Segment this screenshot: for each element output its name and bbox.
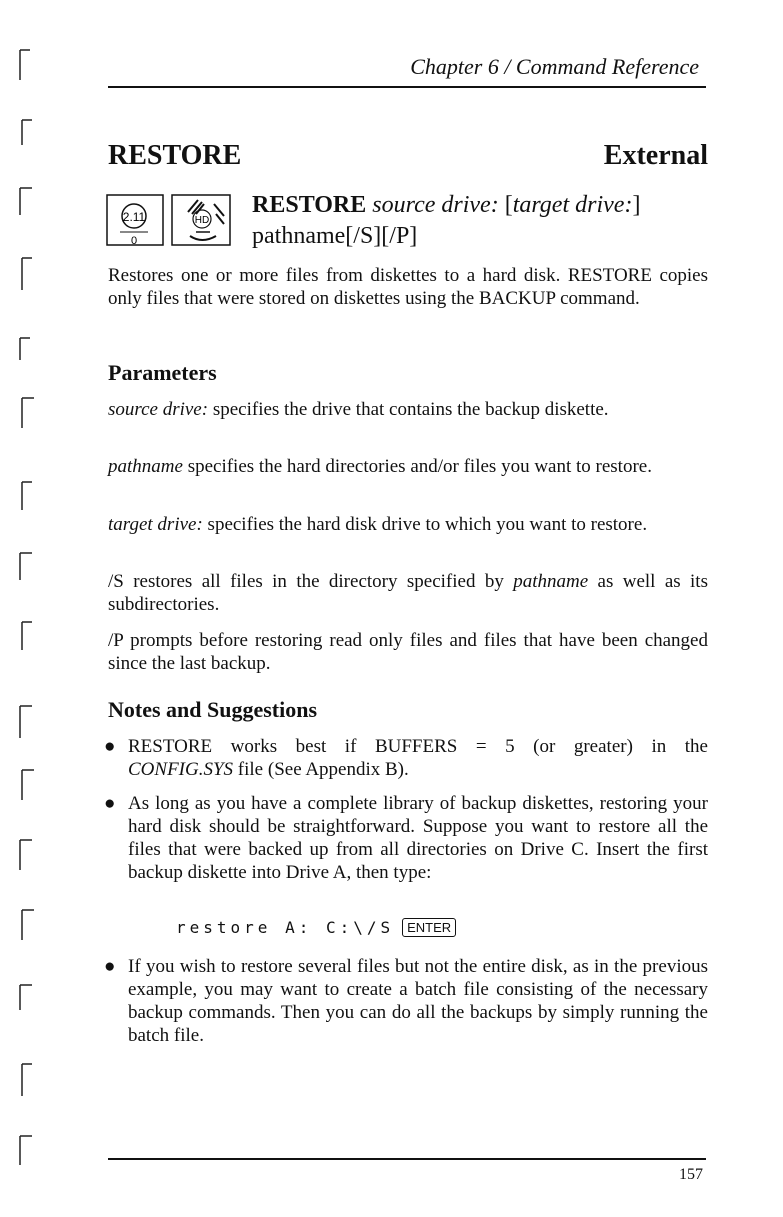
param-term: target drive: xyxy=(108,514,203,535)
syntax-pathname: pathname[/S][/P] xyxy=(252,223,418,249)
svg-text:2.11: 2.11 xyxy=(122,210,146,224)
param-p-switch: /P prompts before restoring read only files and files that have been changed since the last backup. xyxy=(108,630,708,674)
page-number: 157 xyxy=(679,1166,703,1183)
bullet-icon: ● xyxy=(104,736,116,757)
param-source-drive xyxy=(108,398,708,421)
command-type: External xyxy=(603,140,708,171)
syntax-target-drive-text: target drive: xyxy=(512,192,633,218)
enter-key-icon: ENTER xyxy=(402,918,456,937)
bullet-icon: ● xyxy=(104,956,116,977)
syntax-source-drive: source drive: xyxy=(372,192,499,218)
syntax-target-drive: [target drive:] xyxy=(504,192,641,218)
param-desc: specifies the drive that contains the backup diskette. xyxy=(208,399,609,420)
command-syntax xyxy=(252,190,712,252)
param-desc: specifies the hard disk drive to which you want to restore. xyxy=(202,514,648,535)
header-rule xyxy=(108,86,706,88)
hard-disk-icon xyxy=(172,195,230,245)
intro-paragraph: Restores one or more files from diskettes to a hard disk. RESTORE copies only files that were stored on diskettes using the BACKUP command. xyxy=(108,265,708,309)
version-icon xyxy=(107,195,163,247)
command-name: RESTORE xyxy=(108,140,242,171)
code-example xyxy=(176,918,456,937)
notes-heading: Notes and Suggestions xyxy=(108,697,318,722)
svg-text:HD: HD xyxy=(194,215,210,226)
param-desc: specifies the hard directories and/or files you want to restore. xyxy=(182,456,652,477)
svg-text:0: 0 xyxy=(130,235,138,247)
param-target-drive xyxy=(108,513,708,536)
parameters-heading: Parameters xyxy=(108,360,217,385)
param-pathname xyxy=(108,455,708,478)
bullet-icon: ● xyxy=(104,793,116,814)
code-command: restore A: C:\/S xyxy=(176,918,395,937)
margin-marks xyxy=(0,0,40,1217)
footer-rule xyxy=(108,1158,706,1160)
version-icons xyxy=(106,194,234,248)
param-s-switch: /S restores all files in the directory specified by pathname as well as its subdirectories. xyxy=(108,571,708,615)
param-term: source drive: xyxy=(108,399,209,420)
param-term: pathname xyxy=(108,456,183,477)
syntax-command: RESTORE xyxy=(252,192,367,218)
chapter-title: Chapter 6 / Command Reference xyxy=(410,54,699,79)
